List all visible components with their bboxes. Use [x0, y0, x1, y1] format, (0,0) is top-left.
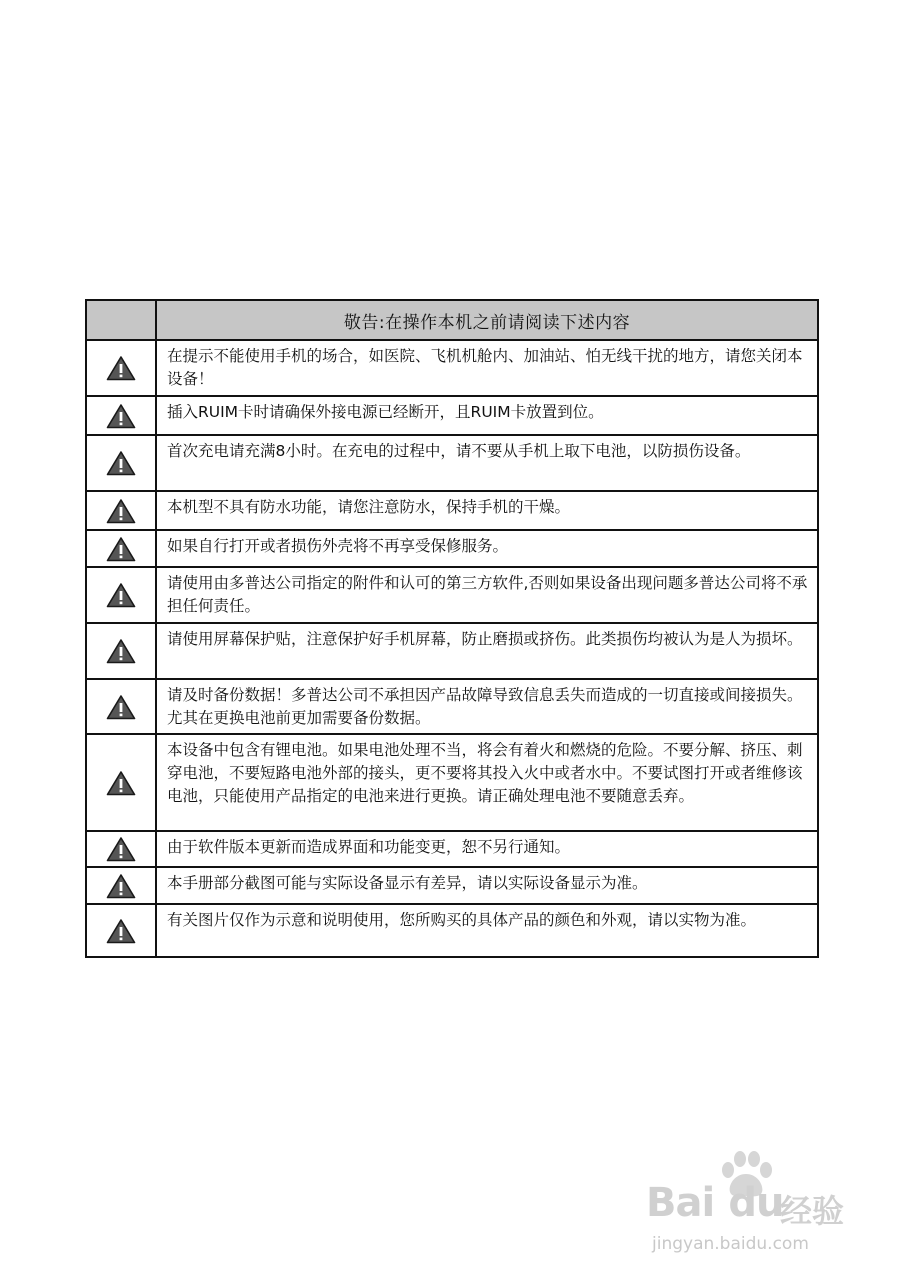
icon-cell — [86, 831, 156, 867]
warning-table — [85, 299, 819, 958]
warning-icon — [106, 770, 136, 796]
warning-icon — [106, 536, 136, 562]
table-header-title: 敬告:在操作本机之前请阅读下述内容 — [156, 300, 818, 340]
icon-cell — [86, 679, 156, 734]
warning-icon — [106, 450, 136, 476]
icon-cell — [86, 530, 156, 567]
warning-text: 请及时备份数据！多普达公司不承担因产品故障导致信息丢失而造成的一切直接或间接损失。尤其在更换电池前更加需要备份数据。 — [156, 679, 818, 734]
icon-cell — [86, 340, 156, 396]
icon-cell — [86, 904, 156, 957]
icon-cell — [86, 867, 156, 904]
warning-text: 请使用屏幕保护贴，注意保护好手机屏幕，防止磨损或挤伤。此类损伤均被认为是人为损坏。 — [156, 623, 818, 679]
warning-icon — [106, 918, 136, 944]
icon-cell — [86, 435, 156, 491]
table-header-row — [86, 300, 818, 340]
watermark-logo-jingyan: 经验 — [780, 1192, 845, 1230]
table-row — [86, 435, 818, 491]
warning-text: 首次充电请充满8小时。在充电的过程中，请不要从手机上取下电池，以防损伤设备。 — [156, 435, 818, 491]
table-row — [86, 530, 818, 567]
table-row — [86, 867, 818, 904]
warning-icon — [106, 403, 136, 429]
table-row — [86, 831, 818, 867]
warning-text: 如果自行打开或者损伤外壳将不再享受保修服务。 — [156, 530, 818, 567]
warning-icon — [106, 355, 136, 381]
warning-text: 插入RUIM卡时请确保外接电源已经断开，且RUIM卡放置到位。 — [156, 396, 818, 435]
warning-text: 由于软件版本更新而造成界面和功能变更，恕不另行通知。 — [156, 831, 818, 867]
table-row — [86, 396, 818, 435]
baidu-jingyan-watermark — [640, 1150, 870, 1260]
warning-text: 有关图片仅作为示意和说明使用，您所购买的具体产品的颜色和外观，请以实物为准。 — [156, 904, 818, 957]
warning-icon — [106, 638, 136, 664]
table-row — [86, 491, 818, 530]
warning-icon — [106, 582, 136, 608]
warning-text: 本机型不具有防水功能，请您注意防水，保持手机的干燥。 — [156, 491, 818, 530]
warning-icon — [106, 694, 136, 720]
icon-cell — [86, 734, 156, 831]
table-row — [86, 734, 818, 831]
table-row — [86, 340, 818, 396]
icon-cell — [86, 567, 156, 623]
table-row — [86, 904, 818, 957]
icon-cell — [86, 623, 156, 679]
table-row — [86, 679, 818, 734]
warning-icon — [106, 873, 136, 899]
watermark-url: jingyan.baidu.com — [652, 1234, 809, 1254]
warning-text: 在提示不能使用手机的场合，如医院、飞机机舱内、加油站、怕无线干扰的地方，请您关闭本设备！ — [156, 340, 818, 396]
table-row — [86, 567, 818, 623]
warning-text: 本手册部分截图可能与实际设备显示有差异，请以实际设备显示为准。 — [156, 867, 818, 904]
header-blank-cell — [86, 300, 156, 340]
warning-text: 本设备中包含有锂电池。如果电池处理不当，将会有着火和燃烧的危险。不要分解、挤压、刺穿电池，不要短路电池外部的接头，更不要将其投入火中或者水中。不要试图打开或者维修该电池，只能使用产品指定的电池来进行更换。请正确处理电池不要随意丢弃。 — [156, 734, 818, 831]
icon-cell — [86, 491, 156, 530]
warning-icon — [106, 498, 136, 524]
warning-text: 请使用由多普达公司指定的附件和认可的第三方软件,否则如果设备出现问题多普达公司将不承担任何责任。 — [156, 567, 818, 623]
watermark-logo-text: Bai.du — [646, 1180, 784, 1226]
icon-cell — [86, 396, 156, 435]
table-row — [86, 623, 818, 679]
warning-icon — [106, 836, 136, 862]
